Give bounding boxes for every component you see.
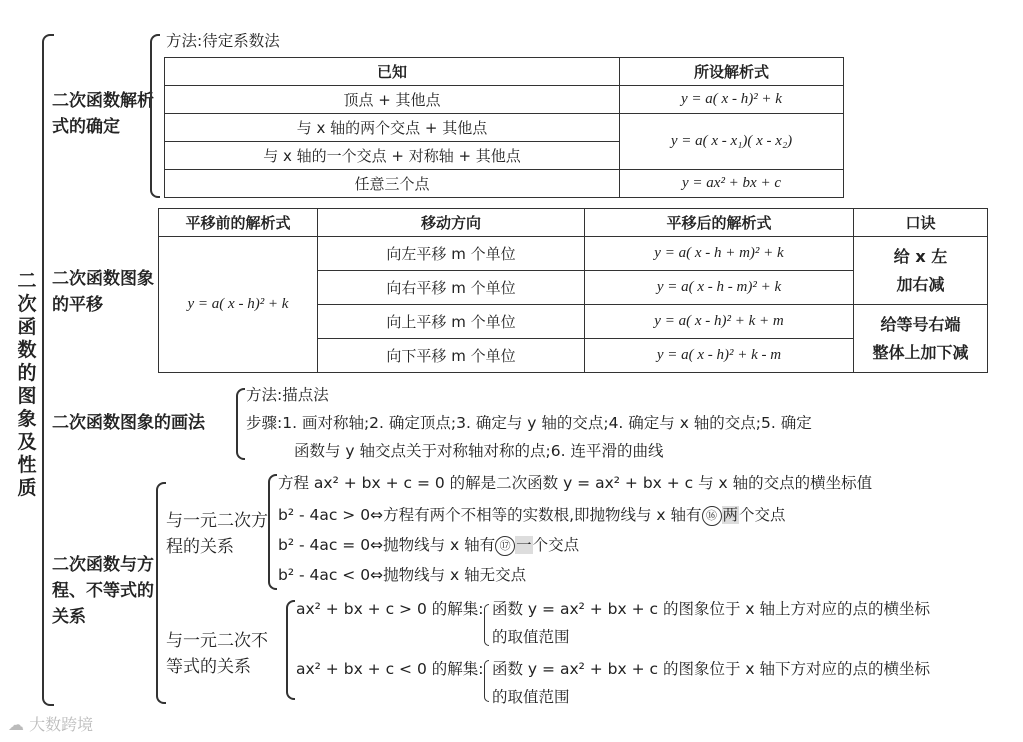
equation-label: 与一元二次方程的关系	[166, 511, 268, 557]
inequality-sub-brace-2	[484, 660, 489, 702]
col-header-known: 已知	[165, 58, 620, 86]
table-cell: 任意三个点	[165, 170, 620, 198]
blank-number-16: ⑯	[702, 506, 722, 526]
table-cell: 向右平移 m 个单位	[318, 271, 585, 305]
table-cell: y = ax² + bx + c	[620, 170, 844, 198]
table-cell: y = a( x - x₁)( x - x₂)	[620, 114, 844, 170]
section3-steps-line2: 函数与 y 轴交点关于对称轴对称的点;6. 连平滑的曲线	[294, 442, 664, 460]
solving-table	[164, 57, 844, 198]
col-header-after: 平移后的解析式	[585, 209, 854, 237]
col-header-rhyme: 口诀	[854, 209, 988, 237]
equation-line-1: 方程 ax² + bx + c = 0 的解是二次函数 y = ax² + bx + c 与 x 轴的交点的横坐标值	[278, 474, 873, 492]
inequality-cond-2: ax² + bx + c < 0 的解集:	[296, 660, 484, 678]
inequality-cond-1: ax² + bx + c > 0 的解集:	[296, 600, 484, 618]
col-header-formula: 所设解析式	[620, 58, 844, 86]
col-header-before: 平移前的解析式	[159, 209, 318, 237]
table-cell: 顶点 + 其他点	[165, 86, 620, 114]
table-cell: 向下平移 m 个单位	[318, 339, 585, 373]
table-cell: y = a( x - h)² + k	[159, 237, 318, 373]
table-cell: 向左平移 m 个单位	[318, 237, 585, 271]
table-cell: y = a( x - h)² + k + m	[585, 305, 854, 339]
inequality-sub-brace-1	[484, 604, 489, 646]
inequality-desc-1b: 的取值范围	[492, 628, 570, 646]
table-cell: 向上平移 m 个单位	[318, 305, 585, 339]
section3-steps-line1: 步骤:1. 画对称轴;2. 确定顶点;3. 确定与 y 轴的交点;4. 确定与 x 轴的交点;5. 确定	[246, 414, 812, 432]
rhyme-cell: 给 x 左 加右减	[854, 237, 988, 305]
blank-number-17: ⑰	[495, 536, 515, 556]
section3-title: 二次函数图象的画法	[52, 413, 205, 433]
main-title: 二次函数的图象及性质	[17, 270, 37, 499]
section4-title: 二次函数与方程、不等式的关系	[52, 555, 154, 627]
inequality-desc-2b: 的取值范围	[492, 688, 570, 706]
equation-brace	[268, 474, 277, 590]
table-cell: 与 x 轴的两个交点 + 其他点	[165, 114, 620, 142]
section1-brace	[150, 34, 160, 198]
section3-method: 方法:描点法	[246, 386, 329, 404]
table-cell: y = a( x - h)² + k	[620, 86, 844, 114]
col-header-direction: 移动方向	[318, 209, 585, 237]
inequality-desc-2a: 函数 y = ax² + bx + c 的图象位于 x 轴下方对应的点的横坐标	[492, 660, 930, 678]
section1-method: 方法:待定系数法	[166, 32, 280, 50]
section4-brace	[156, 482, 166, 704]
table-cell: y = a( x - h - m)² + k	[585, 271, 854, 305]
inequality-brace	[286, 600, 295, 700]
table-cell: y = a( x - h)² + k - m	[585, 339, 854, 373]
rhyme-cell: 给等号右端 整体上加下减	[854, 305, 988, 373]
translation-table	[158, 208, 988, 373]
inequality-label: 与一元二次不等式的关系	[166, 631, 268, 677]
answer-17: 一	[516, 536, 532, 554]
watermark-icon: ☁	[8, 715, 24, 734]
equation-line-2: b² - 4ac > 0⇔方程有两个不相等的实数根,即抛物线与 x 轴有 ⑯ 两个交点	[278, 506, 786, 524]
watermark-logo: ☁ 大数跨境	[8, 715, 94, 734]
table-cell: y = a( x - h + m)² + k	[585, 237, 854, 271]
section1-title: 二次函数解析式的确定	[52, 91, 154, 137]
equation-line-3: b² - 4ac = 0⇔抛物线与 x 轴有 ⑰ 一个交点	[278, 536, 580, 554]
section2-title: 二次函数图象的平移	[52, 269, 154, 315]
inequality-desc-1a: 函数 y = ax² + bx + c 的图象位于 x 轴上方对应的点的横坐标	[492, 600, 930, 618]
section3-brace	[236, 388, 245, 460]
table-cell: 与 x 轴的一个交点 + 对称轴 + 其他点	[165, 142, 620, 170]
answer-16: 两	[722, 506, 739, 524]
equation-line-4: b² - 4ac < 0⇔抛物线与 x 轴无交点	[278, 566, 527, 584]
